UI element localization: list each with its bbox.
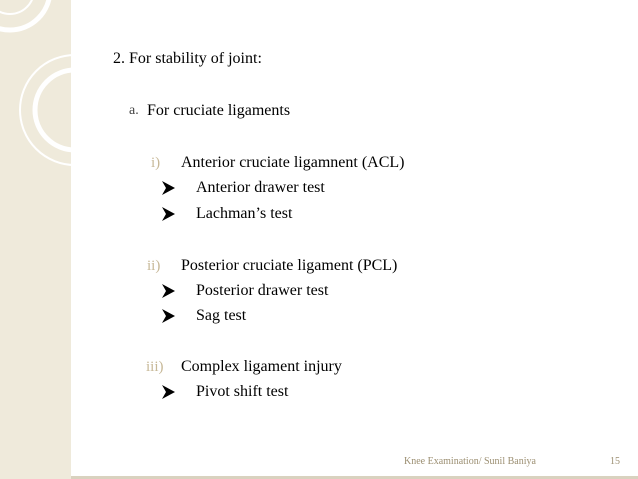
section-label: For cruciate ligaments [147, 102, 291, 119]
arrow-bullet-icon [162, 207, 175, 221]
group-title: Posterior cruciate ligament (PCL) [181, 257, 398, 274]
arrow-bullet-icon [162, 309, 175, 323]
page-number: 15 [610, 456, 620, 467]
list-item: Pivot shift test [196, 383, 289, 400]
list-item: Lachman’s test [196, 205, 293, 222]
group-title: Complex ligament injury [181, 358, 342, 375]
list-item: Anterior drawer test [196, 179, 325, 196]
arrow-bullet-icon [162, 385, 175, 399]
footer-caption: Knee Examination/ Sunil Baniya [404, 456, 536, 467]
arrow-bullet-icon [162, 284, 175, 298]
group-marker: i) [151, 155, 161, 171]
group-marker: ii) [147, 258, 161, 274]
group-title: Anterior cruciate ligamnent (ACL) [181, 154, 405, 171]
list-item: Posterior drawer test [196, 282, 329, 299]
list-item: Sag test [196, 307, 247, 324]
section-marker: a. [129, 103, 139, 118]
arrow-bullet-icon [162, 181, 175, 195]
slide-heading: 2. For stability of joint: [113, 50, 262, 67]
group-marker: iii) [146, 359, 164, 375]
